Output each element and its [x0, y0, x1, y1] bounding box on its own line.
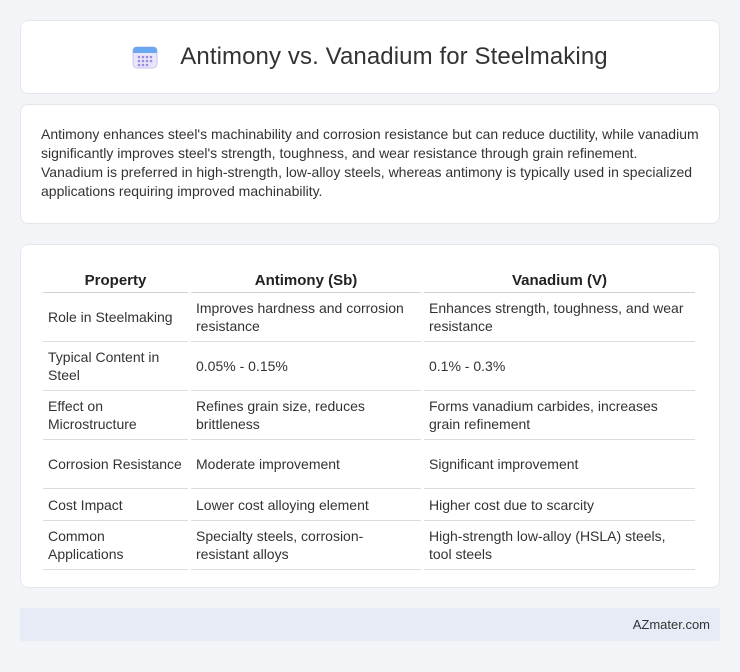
row-antimony: 0.05% - 0.15% — [191, 342, 421, 391]
title-wrap — [132, 43, 607, 71]
row-antimony: Moderate improvement — [191, 440, 421, 489]
comparison-table — [40, 265, 698, 570]
summary-card — [20, 104, 720, 224]
table-row — [43, 391, 695, 440]
row-property: Cost Impact — [43, 489, 188, 521]
row-antimony: Refines grain size, reduces brittleness — [191, 391, 421, 440]
row-property: Effect on Microstructure — [43, 391, 188, 440]
table-row — [43, 489, 695, 521]
row-antimony: Lower cost alloying element — [191, 489, 421, 521]
table-card — [20, 244, 720, 588]
row-vanadium: High-strength low-alloy (HSLA) steels, tool steels — [424, 521, 695, 570]
page-title: Antimony vs. Vanadium for Steelmaking — [180, 43, 608, 70]
row-vanadium: Higher cost due to scarcity — [424, 489, 695, 521]
header-property: Property — [43, 265, 188, 293]
row-antimony: Improves hardness and corrosion resistance — [191, 293, 421, 342]
calendar-icon — [132, 44, 158, 70]
table-row — [43, 293, 695, 342]
table-row — [43, 440, 695, 489]
row-vanadium: 0.1% - 0.3% — [424, 342, 695, 391]
row-vanadium: Significant improvement — [424, 440, 695, 489]
row-vanadium: Forms vanadium carbides, increases grain refinement — [424, 391, 695, 440]
row-property: Common Applications — [43, 521, 188, 570]
footer-site-link[interactable]: AZmater.com — [632, 617, 710, 632]
table-header-row — [43, 265, 695, 293]
summary-text: Antimony enhances steel's machinability and corrosion resistance but can reduce ductility, while vanadium significantly improves steel's strength, toughness, and wear resistance through grain refinement. Vanadium is preferred in high-strength, low-alloy steels, whereas antimony is typically used in specialized applications requiring improved machinability. — [41, 126, 699, 199]
header-vanadium: Vanadium (V) — [424, 265, 695, 293]
row-property: Role in Steelmaking — [43, 293, 188, 342]
table-row — [43, 342, 695, 391]
header-antimony: Antimony (Sb) — [191, 265, 421, 293]
table-row — [43, 521, 695, 570]
title-card — [20, 20, 720, 94]
row-vanadium: Enhances strength, toughness, and wear resistance — [424, 293, 695, 342]
footer — [20, 608, 720, 641]
row-property: Typical Content in Steel — [43, 342, 188, 391]
row-property: Corrosion Resistance — [43, 440, 188, 489]
row-antimony: Specialty steels, corrosion-resistant alloys — [191, 521, 421, 570]
